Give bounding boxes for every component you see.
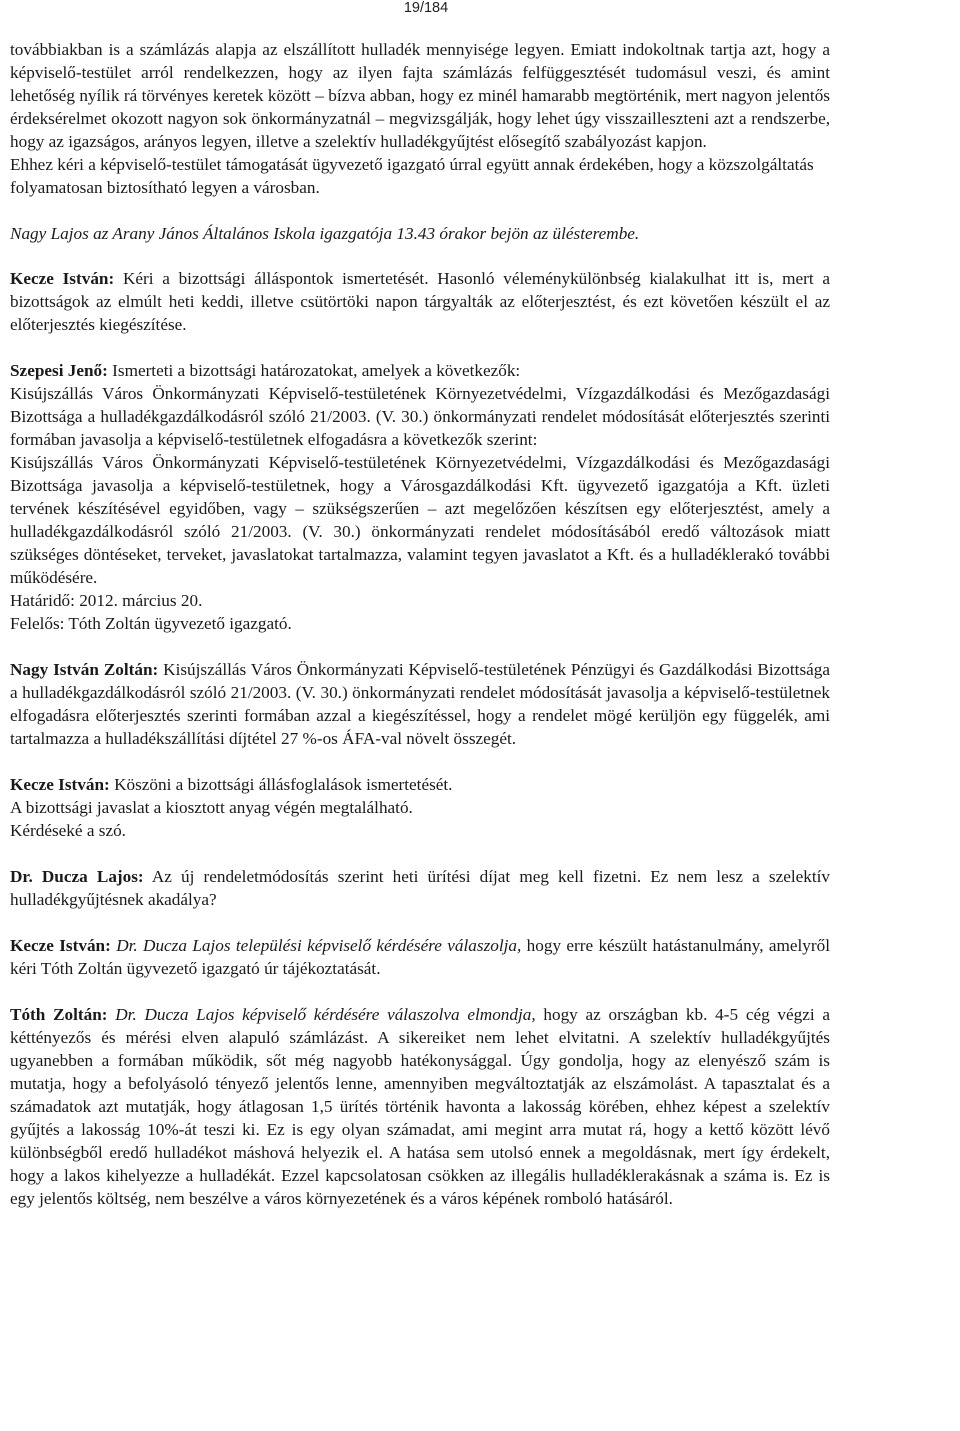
speaker-name: Dr. Ducza Lajos: (10, 867, 144, 886)
speaker-name: Kecze István: (10, 269, 115, 288)
paragraph: Dr. Ducza Lajos: Az új rendeletmódosítás szerint heti ürítési díjat meg kell fizetni. Ez nem lesz a szelektív hulladékgyűjtésnek akadálya? (10, 867, 830, 909)
paragraph: Ehhez kéri a képviselő-testület támogatását ügyvezető igazgató úrral együtt annak érdekében, hogy a közszolgáltatás folyamatosan biztosítható legyen a városban. (10, 155, 814, 197)
paragraph: Kecze István: Köszöni a bizottsági állásfoglalások ismertetését. (10, 775, 453, 794)
responsible: Felelős: Tóth Zoltán ügyvezető igazgató. (10, 614, 292, 633)
paragraph: Kisújszállás Város Önkormányzati Képviselő-testületének Környezetvédelmi, Vízgazdálkodási és Mezőgazdasági Bizottsága javasolja a képviselő-testületnek, hogy a Városgazdálkodási Kft. ügyvezető igazgatója a Kft. üzleti tervének készítésével egyidőben, vagy – szükségszerűen – azt megelőzően készítsen egy előterjesztést, amely a hulladékgazdálkodásról szóló 21/2003. (V. 30.) önkormányzati rendelet módosításából eredő változások miatt szükséges döntéseket, terveket, javaslatokat tartalmazza, valamint tegyen javaslatot a Kft. és a hulladéklerakó további működésére. (10, 453, 830, 587)
page-number: 19/184 (403, 0, 449, 16)
paragraph: A bizottsági javaslat a kiosztott anyag végén megtalálható. (10, 798, 413, 817)
deadline: Határidő: 2012. március 20. (10, 591, 203, 610)
speaker-name: Kecze István: (10, 936, 111, 955)
speaker-name: Nagy István Zoltán: (10, 660, 159, 679)
paragraph: Kecze István: Kéri a bizottsági álláspontok ismertetését. Hasonló véleménykülönbség kialakulhat itt is, mert a bizottságok az elmúlt heti keddi, illetve csütörtöki napon tárgyalták az előterjesztést, és ezt követően készült el az előterjesztés kiegészítése. (10, 269, 830, 334)
paragraph: továbbiakban is a számlázás alapja az elszállított hulladék mennyisége legyen. Emiatt indokoltnak tartja azt, hogy a képviselő-testület arról rendelkezzen, hogy az ilyen fajta számlázás felfüggesztését tudomásul veszi, és amint lehetőség nyílik rá törvényes keretek között – bízva abban, hogy ez minél hamarabb megtörténik, mert nagyon jelentős érdeksérelmet okozott nagyon sok önkormányzatnál – megvizsgálják, hogy lehet úgy visszailleszteni azt a rendszerbe, hogy az igazságos, arányos legyen, illetve a szelektív hulladékgyűjtést elősegítő szabályozást kapjon. (10, 40, 830, 151)
speaker-name: Tóth Zoltán: (10, 1005, 108, 1024)
paragraph: Kisújszállás Város Önkormányzati Képviselő-testületének Környezetvédelmi, Vízgazdálkodási és Mezőgazdasági Bizottsága a hulladékgazdálkodásról szóló 21/2003. (V. 30.) önkormányzati rendelet módosítását előterjesztés szerinti formában javasolja a képviselő-testületnek elfogadásra a következők szerint: (10, 384, 830, 449)
procedural-note: Nagy Lajos az Arany János Általános Iskola igazgatója 13.43 órakor bejön az ülésterembe. (10, 224, 640, 243)
paragraph: Szepesi Jenő: Ismerteti a bizottsági határozatokat, amelyek a következők: (10, 361, 521, 380)
speaker-name: Szepesi Jenő: (10, 361, 108, 380)
paragraph: Kérdéseké a szó. (10, 821, 126, 840)
document-body (10, 38, 830, 1210)
speaker-name: Kecze István: (10, 775, 110, 794)
paragraph: Tóth Zoltán: Dr. Ducza Lajos képviselő kérdésére válaszolva elmondja, hogy az országban kb. 4-5 cég végzi a kéttényezős és mérési elven alapuló számlázást. A sikereiket nem lehet elvitatni. A szelektív hulladékgyűjtés ugyanebben a formában működik, sőt még nagyobb hatékonysággal. Úgy gondolja, hogy az elenyésző szám is mutatja, hogy a befolyásoló tényező jelentős lenne, amennyiben megváltoztatják az elszámolást. A tapasztalat és a számadatok azt mutatják, hogy átlagosan 1,5 ürítés történik havonta a lakosság körében, ehhez képest a szelektív gyűjtés a lakosság 10%-át teszi ki. Ez is egy olyan számadat, ami megint arra mutat rá, hogy a kettő között lévő különbségből eredő hulladékot máshová helyezik el. A hatása sem utolsó ennek a megoldásnak, mert így érdekelt, hogy a lakos kihelyezze a hulladékát. Ezzel kapcsolatosan csökken az illegális hulladéklerakásnak a száma is. Ez is egy jelentős költség, nem beszélve a város környezetének és a város képének romboló hatásáról. (10, 1005, 831, 1208)
paragraph: Nagy István Zoltán: Kisújszállás Város Önkormányzati Képviselő-testületének Pénzügyi és Gazdálkodási Bizottsága a hulladékgazdálkodásról szóló 21/2003. (V. 30.) önkormányzati rendelet módosítását javasolja a képviselő-testületnek elfogadásra előterjesztés szerinti formában azzal a kiegészítéssel, hogy a rendelet mögé kerüljön egy függelék, ami tartalmazza a hulladékszállítási díjtétel 27 %-os ÁFA-val növelt összegét. (10, 660, 830, 748)
paragraph: Kecze István: Dr. Ducza Lajos települési képviselő kérdésére válaszolja, hogy erre készült hatástanulmány, amelyről kéri Tóth Zoltán ügyvezető igazgató úr tájékoztatását. (10, 936, 830, 978)
